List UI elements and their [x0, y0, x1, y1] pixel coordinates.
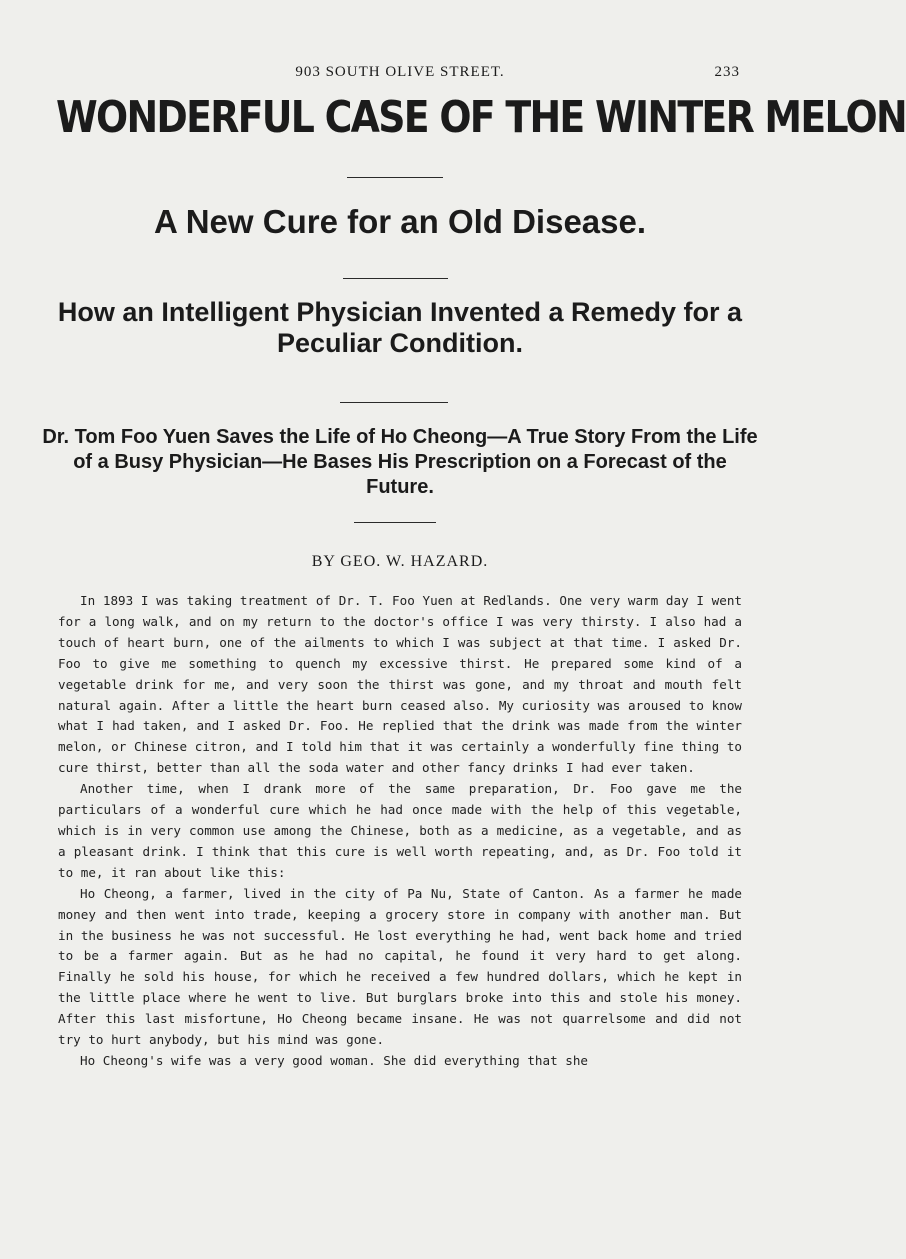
page-number: 233 [714, 64, 740, 80]
body-paragraph: Ho Cheong's wife was a very good woman. She did everything that she [80, 1052, 588, 1068]
article-body [58, 591, 742, 1072]
article-headline: WONDERFUL CASE OF THE WINTER MELON [56, 92, 906, 143]
body-paragraph: Another time, when I drank more of the same preparation, Dr. Foo gave me the particulars of a wonderful cure which he had once made with the help of this vegetable, which is in very common use among the Chinese, both as a medicine, as a vegetable, and as a pleasant drink. I think that this cure is well worth repeating, and, as Dr. Foo told it to me, it ran about like this: [58, 781, 742, 880]
subheadline-summary: Dr. Tom Foo Yuen Saves the Life of Ho Cheong—A True Story From the Life of a Busy Physician—He Bases His Prescription on a Forecast of the Future. [42, 426, 758, 498]
page-header-address: 903 SOUTH OLIVE STREET. [295, 64, 505, 80]
running-head [60, 64, 740, 84]
divider-rule [354, 522, 436, 523]
subheadline-primary: A New Cure for an Old Disease. [153, 203, 647, 240]
divider-rule [347, 177, 443, 178]
divider-rule [340, 402, 448, 403]
subheadline-secondary: How an Intelligent Physician Invented a Remedy for a Peculiar Condition. [57, 297, 743, 358]
author-byline: BY GEO. W. HAZARD. [311, 553, 489, 570]
divider-rule [343, 278, 448, 279]
body-paragraph: In 1893 I was taking treatment of Dr. T. Foo Yuen at Redlands. One very warm day I went for a long walk, and on my return to the doctor's office I was very thirsty. I also had a touch of heart burn, one of the ailments to which I was subject at that time. I asked Dr. Foo to give me something to quench my excessive thirst. He prepared some kind of a vegetable drink for me, and very soon the thirst was gone, and my throat and mouth felt natural again. After a little the heart burn ceased also. My curiosity was aroused to know what I had taken, and I asked Dr. Foo. He replied that the drink was made from the winter melon, or Chinese citron, and I told him that it was certainly a wonderfully fine thing to cure thirst, better than all the soda water and other fancy drinks I had ever taken. [58, 593, 742, 776]
body-paragraph: Ho Cheong, a farmer, lived in the city of Pa Nu, State of Canton. As a farmer he made money and then went into trade, keeping a grocery store in company with another man. But in the business he was not successful. He lost everything he had, went back home and tried to be a farmer again. But as he had no capital, he found it very hard to get along. Finally he sold his house, for which he received a few hundred dollars, which he kept in the little place where he went to live. But burglars broke into this and stole his money. After this last misfortune, Ho Cheong became insane. He was not quarrelsome and did not try to hurt anybody, but his mind was gone. [58, 885, 742, 1048]
